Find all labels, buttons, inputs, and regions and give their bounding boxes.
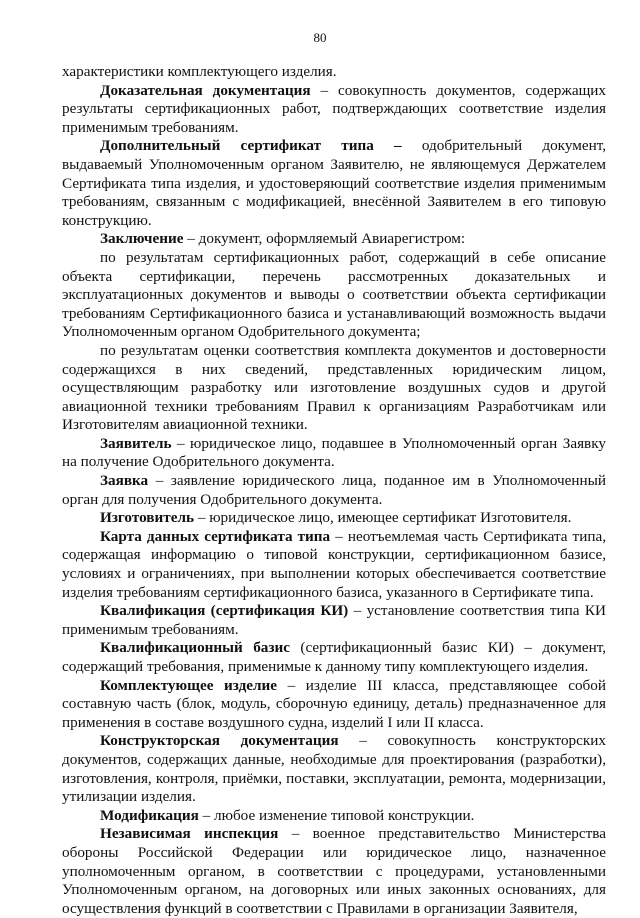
definition-text: – документ, оформляемый Авиарегистром: bbox=[183, 230, 466, 248]
definition-paragraph bbox=[62, 528, 606, 602]
paragraph-continuation bbox=[62, 63, 606, 82]
definition-paragraph bbox=[62, 472, 606, 509]
definition-text: – военное представительство Министерства обороны Российской Федерации или юридическое лицо, назначенное уполномоченным органом, в соответствии с процедурами, установленными Уполномоченным органом, на договорных или иных законных основаниях, для осуществления функций в соответствии с Правилами в организации Заявителя, bbox=[62, 825, 606, 917]
definition-paragraph bbox=[62, 82, 606, 138]
sub-paragraph bbox=[62, 249, 606, 342]
term: Изготовитель bbox=[100, 509, 195, 527]
term: Квалификация (сертификация КИ) bbox=[100, 602, 349, 620]
paragraph-text: характеристики комплектующего изделия. bbox=[62, 63, 337, 80]
definition-text: – любое изменение типовой конструкции. bbox=[198, 806, 475, 824]
definition-paragraph bbox=[62, 435, 606, 472]
definition-text: – совокупность документов, содержащих результаты сертификационных работ, подтверждающих соответствие изделия применимым требованиям. bbox=[62, 81, 606, 136]
term: Доказательная документация bbox=[100, 81, 311, 99]
document-body bbox=[62, 63, 606, 918]
term: Заключение bbox=[100, 230, 184, 248]
term: Карта данных сертификата типа bbox=[100, 527, 331, 545]
term: Заявитель bbox=[100, 434, 172, 452]
definition-paragraph bbox=[62, 137, 606, 230]
definition-text: одобрительный документ, выдаваемый Уполномоченным органом Заявителю, не являющемуся Держателем Сертификата типа изделия, и удостоверяющий соответствие изделия применимым требованиям, связанным с модификацией, внесённой Заявителем в его типовую конструкцию. bbox=[62, 137, 606, 229]
term: Конструкторская документация bbox=[100, 732, 339, 750]
definition-paragraph bbox=[62, 602, 606, 639]
definition-paragraph bbox=[62, 732, 606, 806]
definition-paragraph bbox=[62, 230, 606, 249]
definition-text: – совокупность конструкторских документов, содержащих данные, необходимые для проектирования (разработки), изготовления, контроля, приёмки, поставки, эксплуатации, ремонта, модернизации, утилизации изделия. bbox=[62, 732, 606, 806]
definition-paragraph bbox=[62, 639, 606, 676]
definition-paragraph bbox=[62, 509, 606, 528]
page-number: 80 bbox=[313, 30, 327, 45]
definition-text: – установление соответствия типа КИ применимым требованиям. bbox=[62, 602, 606, 638]
sub-paragraph bbox=[62, 342, 606, 435]
term: Дополнительный сертификат типа – bbox=[100, 137, 402, 155]
definition-text: – юридическое лицо, подавшее в Уполномоченный орган Заявку на получение Одобрительного документа. bbox=[62, 434, 606, 471]
term: Комплектующее изделие bbox=[100, 676, 278, 694]
definition-paragraph bbox=[62, 825, 606, 918]
definition-text: – юридическое лицо, имеющее сертификат Изготовителя. bbox=[194, 509, 572, 527]
definition-text: – изделие III класса, представляющее собой составную часть (блок, модуль, сборочную единицу, деталь) предназначенное для применения в составе воздушного судна, изделий I или II класса. bbox=[62, 676, 606, 731]
definition-text: – заявление юридического лица, поданное им в Уполномоченный орган для получения Одобрительного документа. bbox=[62, 472, 606, 508]
paragraph-text: по результатам оценки соответствия комплекта документов и достоверности содержащихся в них сведений, представленных юридическим лицом, осуществляющим разработку или изготовление воздушных судов и другой авиационной техники требованиям Правил к организациям Разработчикам или Изготовителям авиационной техники. bbox=[62, 341, 606, 434]
definition-paragraph bbox=[62, 807, 606, 826]
term: Заявка bbox=[100, 472, 149, 490]
definition-paragraph bbox=[62, 677, 606, 733]
paragraph-text: по результатам сертификационных работ, содержащий в себе описание объекта сертификации, перечень рассмотренных доказательных и эксплуатационных документов и выводы о соответствии объекта сертификации требованиям Сертификационного базиса и устанавливающий возможность выдачи Уполномоченным органом Одобрительного документа; bbox=[62, 248, 606, 341]
definition-text: – неотъемлемая часть Сертификата типа, содержащая информацию о типовой конструкции, сертификационном базисе, условиях и ограничениях, при выполнении которых обеспечивается соответствие изделия требованиям сертификационного базиса, указанного в Сертификате типа. bbox=[62, 527, 606, 601]
definition-text: (сертификационный базис КИ) – документ, содержащий требования, применимые к данному типу комплектующего изделия. bbox=[62, 639, 606, 675]
term: Модификация bbox=[100, 806, 199, 824]
term: Квалификационный базис bbox=[100, 639, 290, 657]
term: Независимая инспекция bbox=[100, 825, 279, 843]
